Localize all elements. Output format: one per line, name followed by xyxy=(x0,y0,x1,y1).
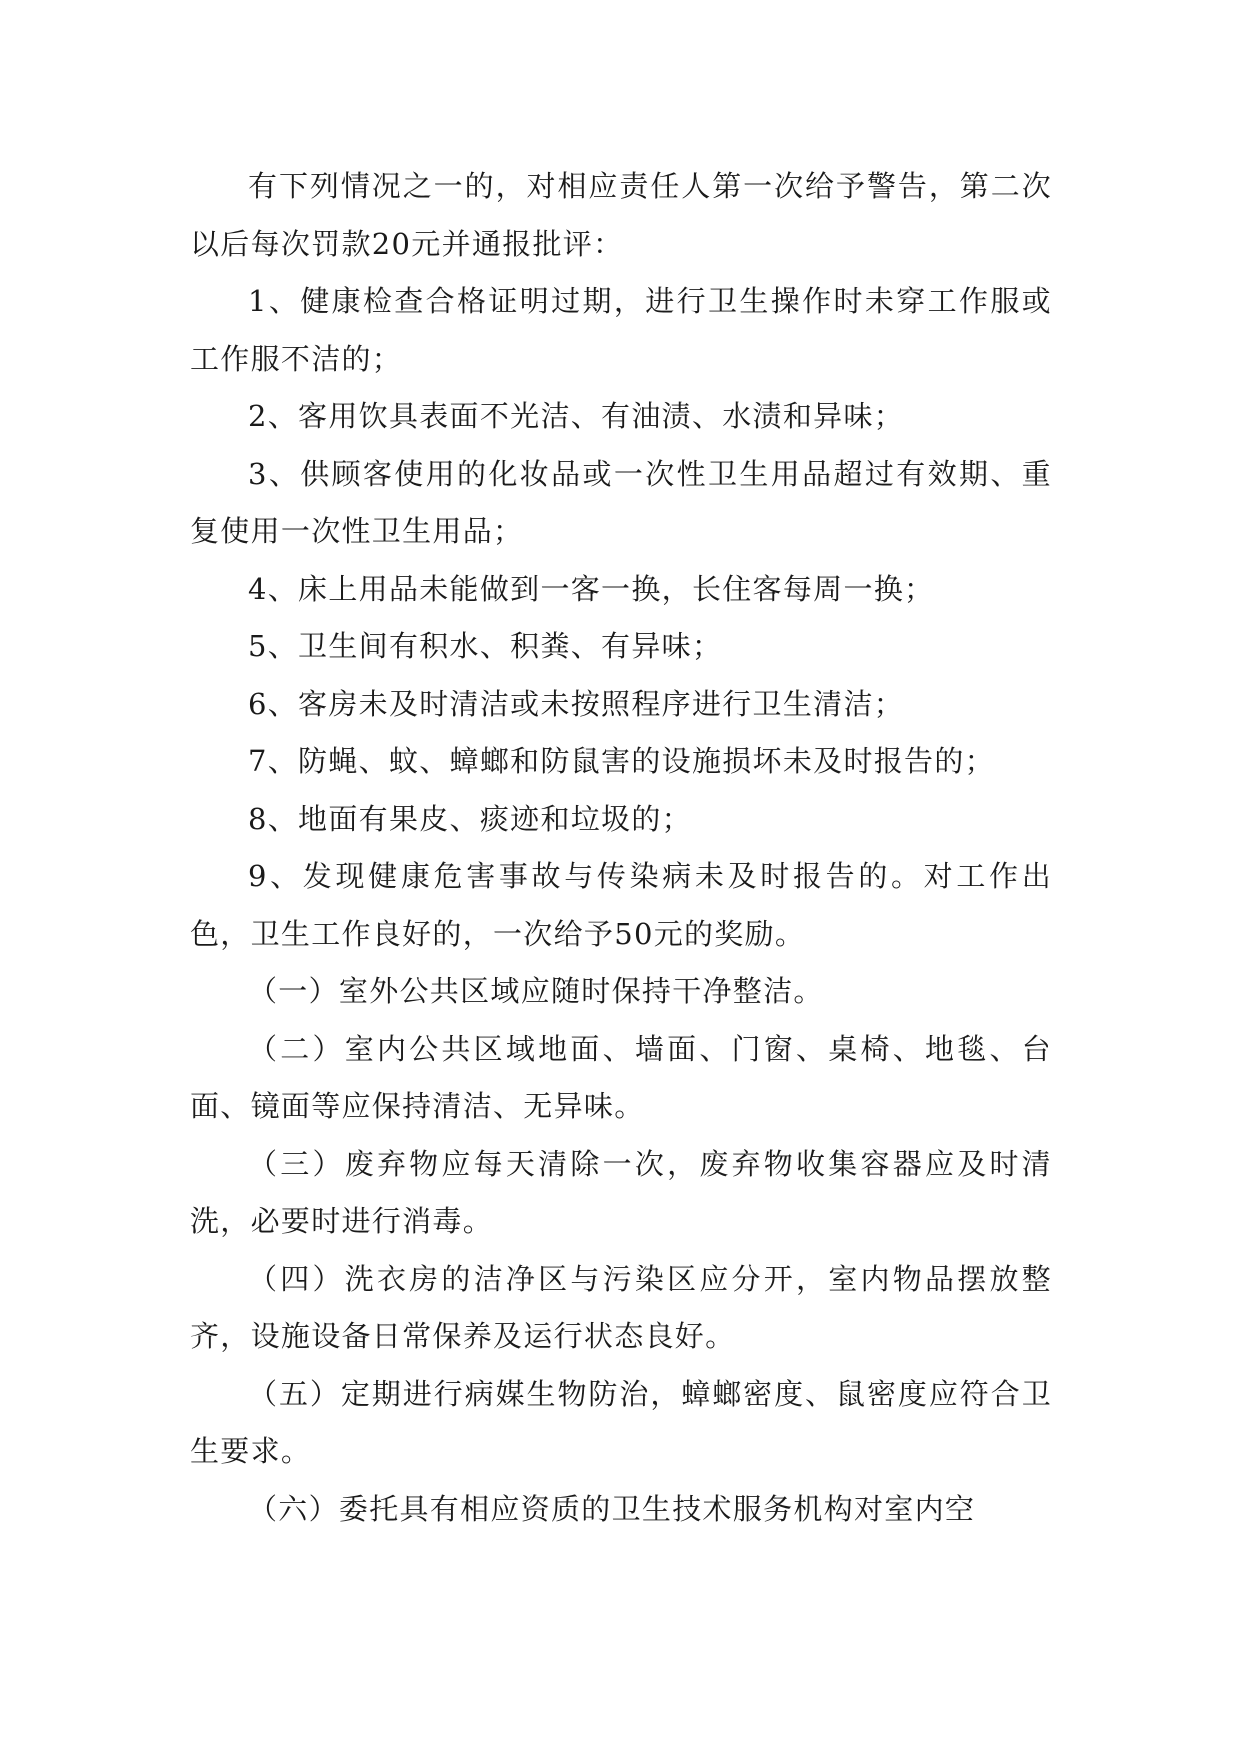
paragraph-section-4: （四）洗衣房的洁净区与污染区应分开，室内物品摆放整齐，设施设备日常保养及运行状态良好。 xyxy=(190,1261,1052,1353)
paragraph-item-6: 6、客房未及时清洁或未按照程序进行卫生清洁； xyxy=(248,686,905,721)
paragraph-item-8: 8、地面有果皮、痰迹和垃圾的； xyxy=(248,801,692,836)
paragraph-section-2: （二）室内公共区域地面、墙面、门窗、桌椅、地毯、台面、镜面等应保持清洁、无异味。 xyxy=(190,1031,1052,1123)
paragraph-section-5: （五）定期进行病媒生物防治，蟑螂密度、鼠密度应符合卫生要求。 xyxy=(190,1376,1052,1468)
paragraph-item-4: 4、床上用品未能做到一客一换，长住客每周一换； xyxy=(248,571,935,606)
paragraph-section-1: （一）室外公共区域应随时保持干净整洁。 xyxy=(248,974,824,1008)
paragraph-penalty-intro: 有下列情况之一的，对相应责任人第一次给予警告，第二次以后每次罚款20元并通报批评： xyxy=(190,169,1052,261)
paragraph-item-7: 7、防蝇、蚊、蟑螂和防鼠害的设施损坏未及时报告的； xyxy=(248,744,995,778)
paragraph-item-3: 3、供顾客使用的化妆品或一次性卫生用品超过有效期、重复使用一次性卫生用品； xyxy=(190,456,1052,548)
paragraph-item-1: 1、健康检查合格证明过期，进行卫生操作时未穿工作服或工作服不洁的； xyxy=(190,284,1052,376)
paragraph-item-9: 9、发现健康危害事故与传染病未及时报告的。对工作出色，卫生工作良好的，一次给予50元的奖励。 xyxy=(190,859,1052,951)
paragraph-section-6: （六）委托具有相应资质的卫生技术服务机构对室内空 xyxy=(248,1491,976,1526)
paragraph-item-5: 5、卫生间有积水、积粪、有异味； xyxy=(248,629,723,663)
document-page xyxy=(190,158,1052,1538)
paragraph-item-2: 2、客用饮具表面不光洁、有油渍、水渍和异味； xyxy=(248,399,905,433)
paragraph-section-3: （三）废弃物应每天清除一次，废弃物收集容器应及时清洗，必要时进行消毒。 xyxy=(190,1146,1052,1238)
